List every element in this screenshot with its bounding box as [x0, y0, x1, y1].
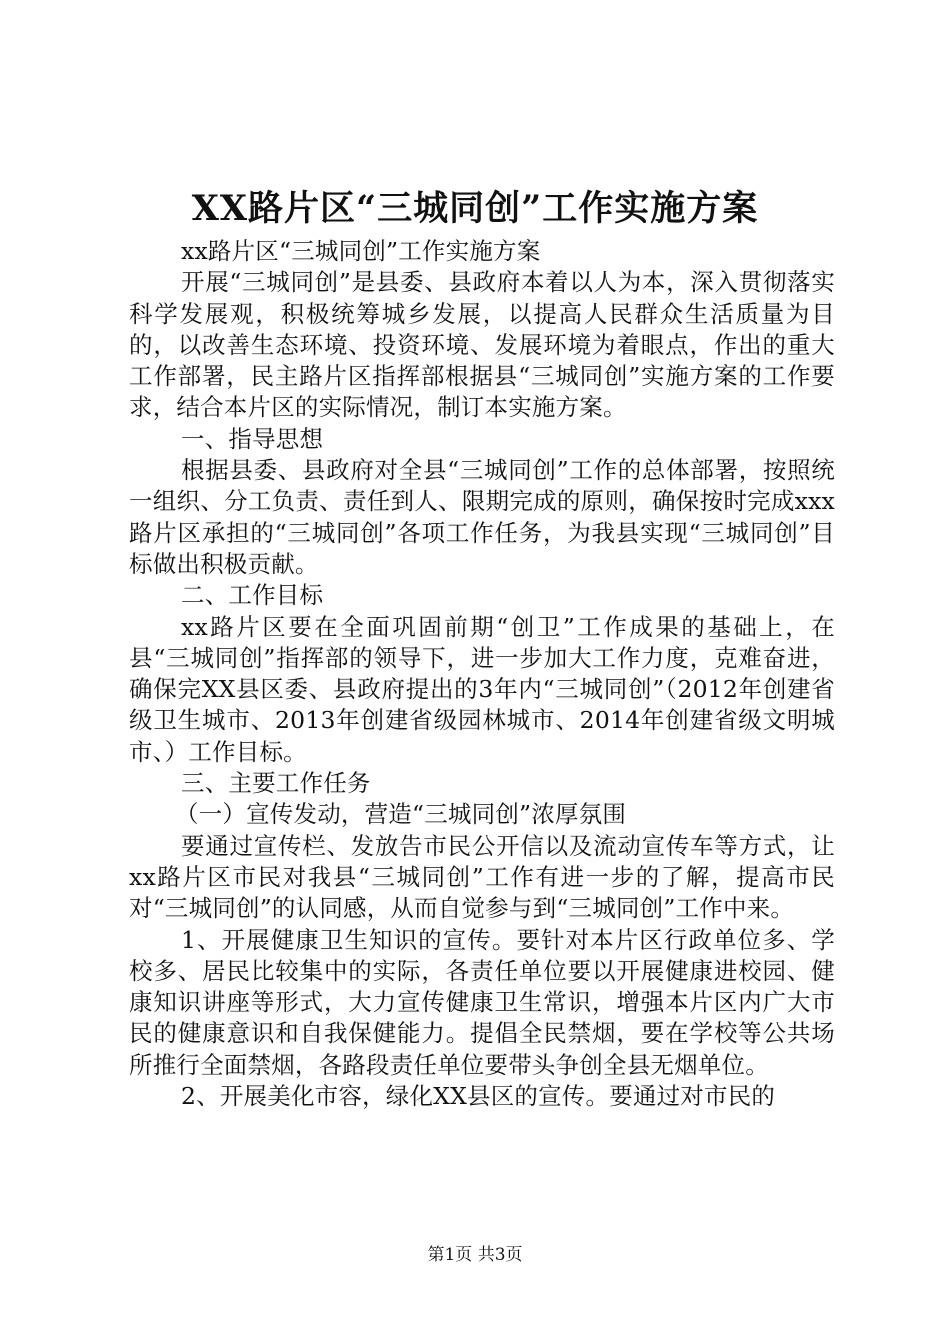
heading-main-tasks: 三、主要工作任务 [181, 769, 371, 798]
paragraph-beautify-publicity: 2、开展美化市容，绿化XX县区的宣传。要通过对市民的 [181, 1082, 776, 1111]
subheading-publicity: （一）宣传发动，营造“三城同创”浓厚氛围 [175, 800, 627, 829]
heading-work-goals: 二、工作目标 [181, 581, 324, 610]
document-title: XX路片区“三城同创”工作实施方案 [191, 188, 759, 229]
paragraph-publicity: 要通过宣传栏、发放告市民公开信以及流动宣传车等方式，让xx路片区市民对我县“三城同创”工作有进一步的了解，提高市民对“三城同创”的认同感，从而自觉参与到“三城同创”工作中来。 [129, 831, 835, 923]
paragraph-guiding-ideology: 根据县委、县政府对全县“三城同创”工作的总体部署，按照统一组织、分工负责、责任到人、限期完成的原则，确保按时完成xxx路片区承担的“三城同创”各项工作任务，为我县实现“三城同创”目标做出积极贡献。 [129, 456, 835, 578]
document-body [129, 236, 835, 1112]
heading-guiding-ideology: 一、指导思想 [181, 424, 324, 453]
page-number-footer: 第1页 共3页 [427, 1245, 523, 1265]
paragraph-work-goals: xx路片区要在全面巩固前期“创卫”工作成果的基础上，在县“三城同创”指挥部的领导下，进一步加大工作力度，克难奋进，确保完XX县区委、县政府提出的3年内“三城同创”（2012年创建省级卫生城市、2013年创建省级园林城市、2014年创建省级文明城市、）工作目标。 [129, 612, 835, 766]
paragraph-subtitle: xx路片区“三城同创”工作实施方案 [181, 237, 541, 265]
paragraph-intro: 开展“三城同创”是县委、县政府本着以人为本，深入贯彻落实科学发展观，积极统筹城乡发展，以提高人民群众生活质量为目的，以改善生态环境、投资环境、发展环境为着眼点，作出的重大工作部署，民主路片区指挥部根据县“三城同创”实施方案的工作要求，结合本片区的实际情况，制订本实施方案。 [129, 268, 835, 422]
paragraph-health-publicity: 1、开展健康卫生知识的宣传。要针对本片区行政单位多、学校多、居民比较集中的实际，各责任单位要以开展健康进校园、健康知识讲座等形式，大力宣传健康卫生常识，增强本片区内广大市民的健康意识和自我保健能力。提倡全民禁烟，要在学校等公共场所推行全面禁烟，各路段责任单位要带头争创全县无烟单位。 [129, 925, 835, 1079]
